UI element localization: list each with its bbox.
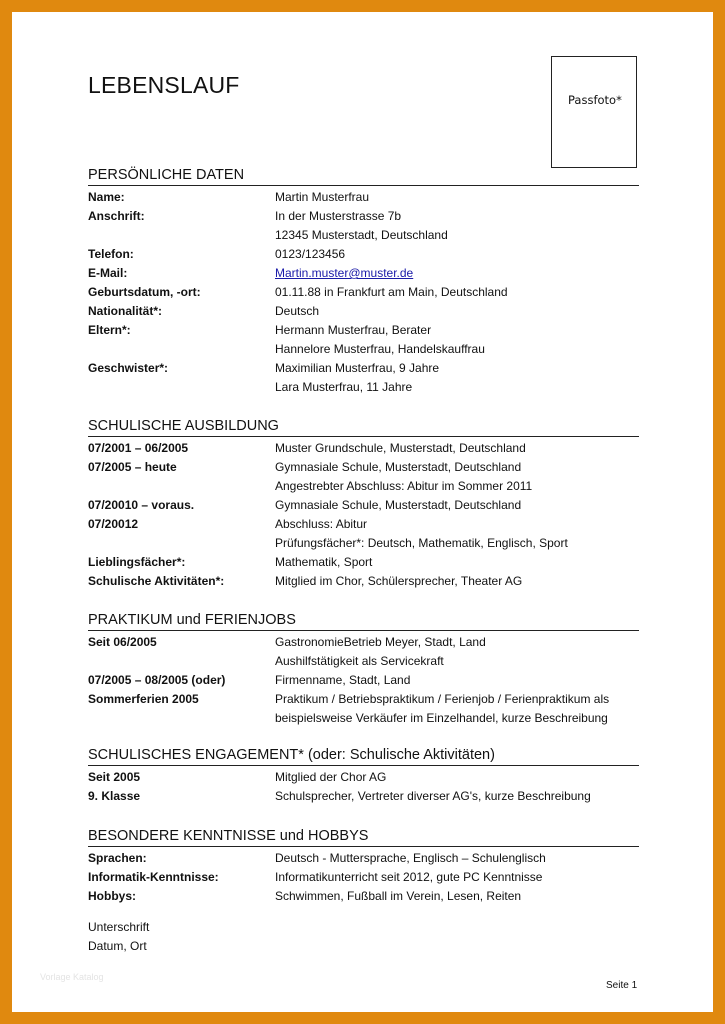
row-value-cell <box>275 439 639 458</box>
signature-block <box>88 918 149 956</box>
cv-row <box>88 849 639 868</box>
row-value: Martin Musterfrau <box>275 190 370 204</box>
row-value: Prüfungsfächer*: Deutsch, Mathematik, Englisch, Sport <box>275 536 568 550</box>
section-title: PERSÖNLICHE DATEN <box>88 166 639 186</box>
row-value-cell <box>275 321 639 340</box>
cv-row <box>88 283 639 302</box>
watermark: Vorlage Katalog <box>40 972 104 982</box>
row-value-cell <box>275 340 639 359</box>
row-label: 9. Klasse <box>88 789 141 803</box>
row-label: Lieblingsfächer*: <box>88 555 186 569</box>
row-value-cell <box>275 515 639 534</box>
row-value-cell <box>275 787 639 806</box>
row-label: Seit 06/2005 <box>88 635 157 649</box>
row-value: Gymnasiale Schule, Musterstadt, Deutschland <box>275 460 522 474</box>
row-value-cell <box>275 264 639 283</box>
cv-row <box>88 671 639 690</box>
email-link[interactable]: Martin.muster@muster.de <box>275 266 414 280</box>
row-value-cell <box>275 207 639 226</box>
cv-row <box>88 787 639 806</box>
document-page <box>12 12 713 1012</box>
row-value: Deutsch - Muttersprache, Englisch – Schulenglisch <box>275 851 546 865</box>
row-label: Sommerferien 2005 <box>88 692 199 706</box>
row-label: Geburtsdatum, -ort: <box>88 285 201 299</box>
row-label: Informatik-Kenntnisse: <box>88 870 219 884</box>
row-value: Gymnasiale Schule, Musterstadt, Deutschland <box>275 498 522 512</box>
row-label: 07/2005 – heute <box>88 460 177 474</box>
row-label <box>88 709 275 728</box>
row-value-cell <box>275 868 639 887</box>
cv-row <box>88 359 639 378</box>
row-label: Anschrift: <box>88 209 145 223</box>
cv-row <box>88 226 639 245</box>
row-value-cell <box>275 633 639 652</box>
row-value: Lara Musterfrau, 11 Jahre <box>275 380 413 394</box>
row-label <box>88 534 275 553</box>
row-value-cell <box>275 188 639 207</box>
cv-row <box>88 245 639 264</box>
cv-row <box>88 887 639 906</box>
row-value-cell <box>275 553 639 572</box>
row-label: 07/20010 – voraus. <box>88 498 195 512</box>
row-value-cell <box>275 359 639 378</box>
row-value: beispielsweise Verkäufer im Einzelhandel, kurze Beschreibung <box>275 711 608 725</box>
row-value: Abschluss: Abitur <box>275 517 368 531</box>
row-label <box>88 226 275 245</box>
row-label: 07/2005 – 08/2005 (oder) <box>88 673 226 687</box>
cv-row <box>88 690 639 709</box>
row-value-cell <box>275 245 639 264</box>
row-label: E-Mail: <box>88 266 128 280</box>
row-label <box>88 477 275 496</box>
cv-row <box>88 321 639 340</box>
row-value: Schulsprecher, Vertreter diverser AG's, kurze Beschreibung <box>275 789 591 803</box>
page-number: Seite 1 <box>606 980 638 991</box>
row-value: In der Musterstrasse 7b <box>275 209 402 223</box>
row-label: Sprachen: <box>88 851 147 865</box>
row-value-cell <box>275 849 639 868</box>
cv-row <box>88 439 639 458</box>
row-value: Informatikunterricht seit 2012, gute PC Kenntnisse <box>275 870 543 884</box>
cv-row <box>88 553 639 572</box>
photo-label: Passfoto* <box>568 93 622 107</box>
row-label: Telefon: <box>88 247 134 261</box>
row-value: Schwimmen, Fußball im Verein, Lesen, Reiten <box>275 889 522 903</box>
row-value: Hermann Musterfrau, Berater <box>275 323 432 337</box>
row-label: 07/2001 – 06/2005 <box>88 441 189 455</box>
section-title: PRAKTIKUM und FERIENJOBS <box>88 611 639 631</box>
cv-row <box>88 477 639 496</box>
row-value: Angestrebter Abschluss: Abitur im Sommer 2011 <box>275 479 533 493</box>
cv-row <box>88 340 639 359</box>
cv-row <box>88 188 639 207</box>
row-value-cell <box>275 302 639 321</box>
cv-row <box>88 868 639 887</box>
signature-label: Unterschrift <box>88 920 150 934</box>
cv-row <box>88 572 639 591</box>
cv-row <box>88 207 639 226</box>
row-label: Nationalität*: <box>88 304 163 318</box>
row-label: Seit 2005 <box>88 770 141 784</box>
row-value-cell <box>275 768 639 787</box>
cv-row <box>88 709 639 728</box>
row-value-cell <box>275 378 639 397</box>
row-value-cell <box>275 496 639 515</box>
section-title: BESONDERE KENNTNISSE und HOBBYS <box>88 827 639 847</box>
passport-photo-placeholder <box>551 56 637 168</box>
row-value: Firmenname, Stadt, Land <box>275 673 411 687</box>
date-place-label: Datum, Ort <box>88 939 147 953</box>
row-value-cell <box>275 283 639 302</box>
row-value-cell <box>275 534 639 553</box>
row-value-cell <box>275 226 639 245</box>
row-value: Hannelore Musterfrau, Handelskauffrau <box>275 342 485 356</box>
row-value-cell <box>275 572 639 591</box>
row-value-cell <box>275 887 639 906</box>
row-value: GastronomieBetrieb Meyer, Stadt, Land <box>275 635 486 649</box>
row-value-cell <box>275 477 639 496</box>
row-value: Mitglied der Chor AG <box>275 770 387 784</box>
section-title: SCHULISCHES ENGAGEMENT* (oder: Schulische Aktivitäten) <box>88 746 639 766</box>
row-label: Geschwister*: <box>88 361 169 375</box>
row-value: Maximilian Musterfrau, 9 Jahre <box>275 361 440 375</box>
cv-row <box>88 515 639 534</box>
row-value-cell <box>275 671 639 690</box>
row-label <box>88 652 275 671</box>
row-value: Mathematik, Sport <box>275 555 373 569</box>
row-value-cell <box>275 709 639 728</box>
cv-row <box>88 378 639 397</box>
cv-row <box>88 768 639 787</box>
row-label: Name: <box>88 190 125 204</box>
cv-row <box>88 302 639 321</box>
row-value: 12345 Musterstadt, Deutschland <box>275 228 448 242</box>
row-value: Praktikum / Betriebspraktikum / Ferienjob / Ferienpraktikum als <box>275 692 610 706</box>
row-value: 01.11.88 in Frankfurt am Main, Deutschland <box>275 285 508 299</box>
row-value-cell <box>275 652 639 671</box>
cv-row <box>88 458 639 477</box>
cv-row <box>88 652 639 671</box>
row-value: Mitglied im Chor, Schülersprecher, Theater AG <box>275 574 523 588</box>
section-skills-hobbies <box>88 827 639 906</box>
row-label: Hobbys: <box>88 889 136 903</box>
section-school-engagement <box>88 746 639 806</box>
section-personal-data <box>88 166 639 397</box>
row-label: Schulische Aktivitäten*: <box>88 574 225 588</box>
cv-row <box>88 633 639 652</box>
row-value-cell <box>275 690 639 709</box>
row-value: Aushilfstätigkeit als Servicekraft <box>275 654 444 668</box>
row-label <box>88 378 275 397</box>
document-title: LEBENSLAUF <box>88 72 240 98</box>
row-label: Eltern*: <box>88 323 131 337</box>
cv-row <box>88 534 639 553</box>
cv-row <box>88 496 639 515</box>
section-school-education <box>88 417 639 591</box>
section-title: SCHULISCHE AUSBILDUNG <box>88 417 639 437</box>
row-value: Deutsch <box>275 304 320 318</box>
row-label: 07/20012 <box>88 517 139 531</box>
section-internships <box>88 611 639 728</box>
row-label <box>88 340 275 359</box>
cv-row <box>88 264 639 283</box>
row-value: Muster Grundschule, Musterstadt, Deutschland <box>275 441 526 455</box>
row-value-cell <box>275 458 639 477</box>
row-value: 0123/123456 <box>275 247 346 261</box>
